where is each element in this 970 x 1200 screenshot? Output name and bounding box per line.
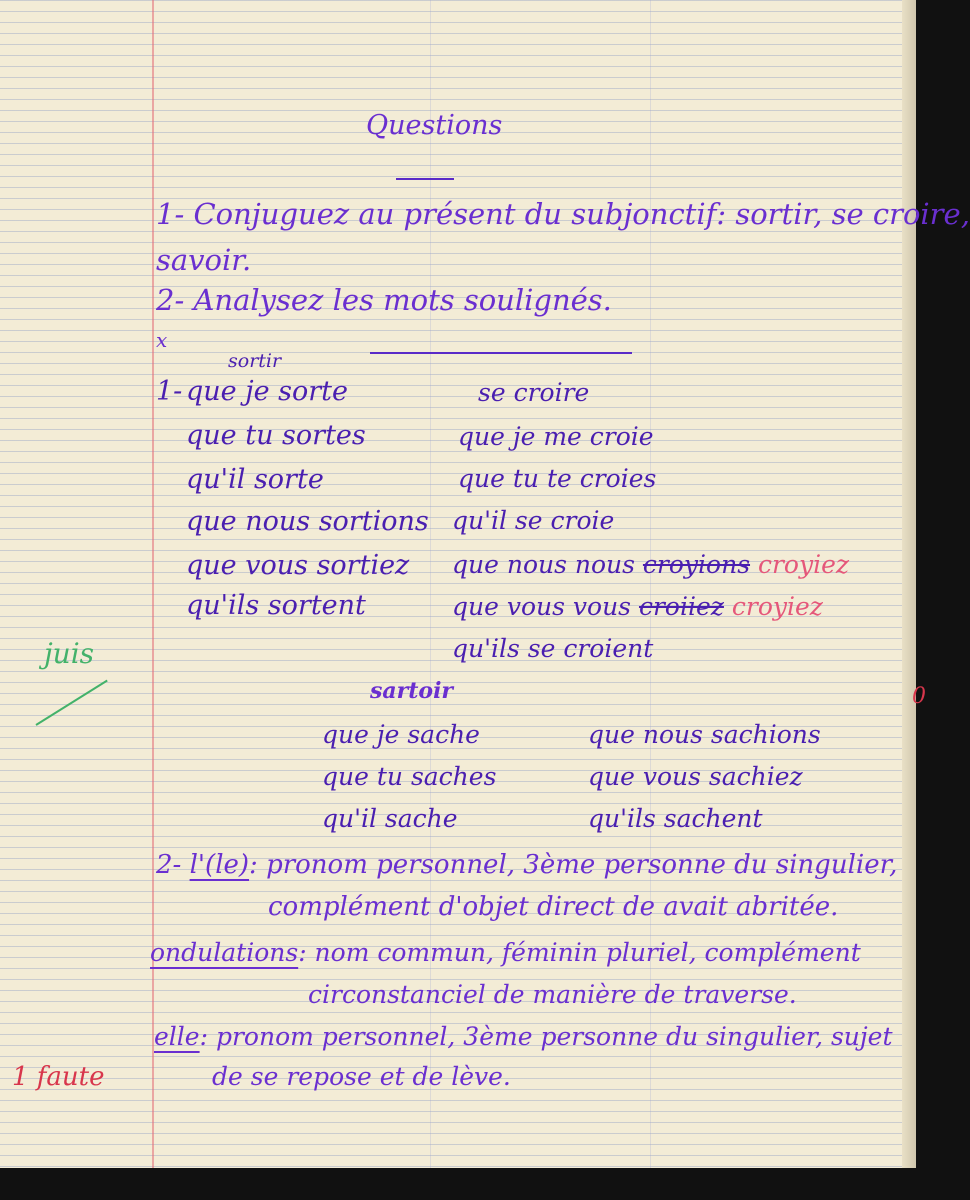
- correction-word: croyiez: [731, 592, 823, 621]
- savoir-conjugation: que tu saches: [322, 762, 497, 791]
- savoir-label: sartoir: [370, 678, 454, 704]
- answers-separator: [370, 352, 632, 354]
- sortir-conjugation: qu'il sorte: [186, 464, 324, 495]
- savoir-conjugation: que nous sachions: [588, 720, 821, 749]
- sortir-conjugation: que vous sortiez: [186, 550, 410, 581]
- analysis-text: : nom commun, féminin pluriel, complément: [298, 938, 861, 967]
- answer-number-2: 2-: [156, 850, 182, 880]
- savoir-conjugation: qu'ils sachent: [588, 804, 763, 833]
- se-croire-conjugation: qu'ils se croient: [452, 634, 654, 663]
- answer-mark: x: [156, 328, 168, 352]
- faute-note: 1 faute: [12, 1062, 105, 1092]
- sortir-conjugation: que je sorte: [186, 376, 349, 407]
- page-title: Questions: [366, 110, 503, 141]
- question-1-line-1: 1- Conjuguez au présent du subjonctif: sortir, se croire,: [156, 197, 970, 231]
- analysis-elle-line-1: [154, 1024, 893, 1049]
- underlined-word: ondulations: [150, 938, 299, 967]
- analysis-text: : pronom personnel, 3ème personne du singulier, sujet: [199, 1022, 893, 1051]
- sortir-label: sortir: [228, 350, 282, 372]
- se-croire-line-5: [452, 594, 823, 619]
- answer-number-1: 1-: [156, 376, 183, 407]
- struck-word: croiiez: [638, 592, 724, 621]
- question-2: 2- Analysez les mots soulignés.: [156, 283, 612, 317]
- se-croire-line-4-start: que nous nous: [452, 550, 635, 579]
- se-croire-line-4: [452, 552, 849, 577]
- sortir-conjugation: qu'ils sortent: [186, 590, 366, 621]
- question-1-line-2: savoir.: [156, 243, 252, 277]
- correction-word: croyiez: [757, 550, 850, 579]
- analysis-le-line-1: [156, 852, 897, 878]
- se-croire-conjugation: qu'il se croie: [452, 506, 615, 535]
- analysis-le-line-2: complément d'objet direct de avait abritée.: [268, 892, 839, 922]
- margin-line: [152, 0, 154, 1168]
- analysis-elle-line-2: de se repose et de lève.: [212, 1062, 511, 1091]
- analysis-ondulations-line-1: [150, 940, 861, 965]
- savoir-conjugation: qu'il sache: [322, 804, 458, 833]
- analysis-ondulations-line-2: circonstanciel de manière de traverse.: [308, 980, 797, 1009]
- struck-word: croyions: [642, 550, 751, 579]
- green-check-stroke: [35, 680, 107, 726]
- se-croire-conjugation: que tu te croies: [458, 464, 657, 493]
- savoir-conjugation: que je sache: [322, 720, 480, 749]
- se-croire-line-5-start: que vous vous: [452, 592, 632, 621]
- se-croire-label: se croire: [478, 378, 590, 407]
- underlined-word: l'(le): [189, 850, 250, 880]
- sortir-conjugation: que nous sortions: [186, 506, 429, 537]
- sortir-conjugation: que tu sortes: [186, 420, 366, 451]
- underlined-word: elle: [154, 1022, 200, 1051]
- se-croire-conjugation: que je me croie: [458, 422, 654, 451]
- green-grade-note: juis: [44, 637, 95, 670]
- page-right-edge: [902, 0, 916, 1168]
- title-underline: [396, 178, 454, 180]
- red-margin-mark: 0: [912, 684, 926, 709]
- analysis-text: : pronom personnel, 3ème personne du singulier,: [249, 850, 898, 880]
- savoir-conjugation: que vous sachiez: [588, 762, 803, 791]
